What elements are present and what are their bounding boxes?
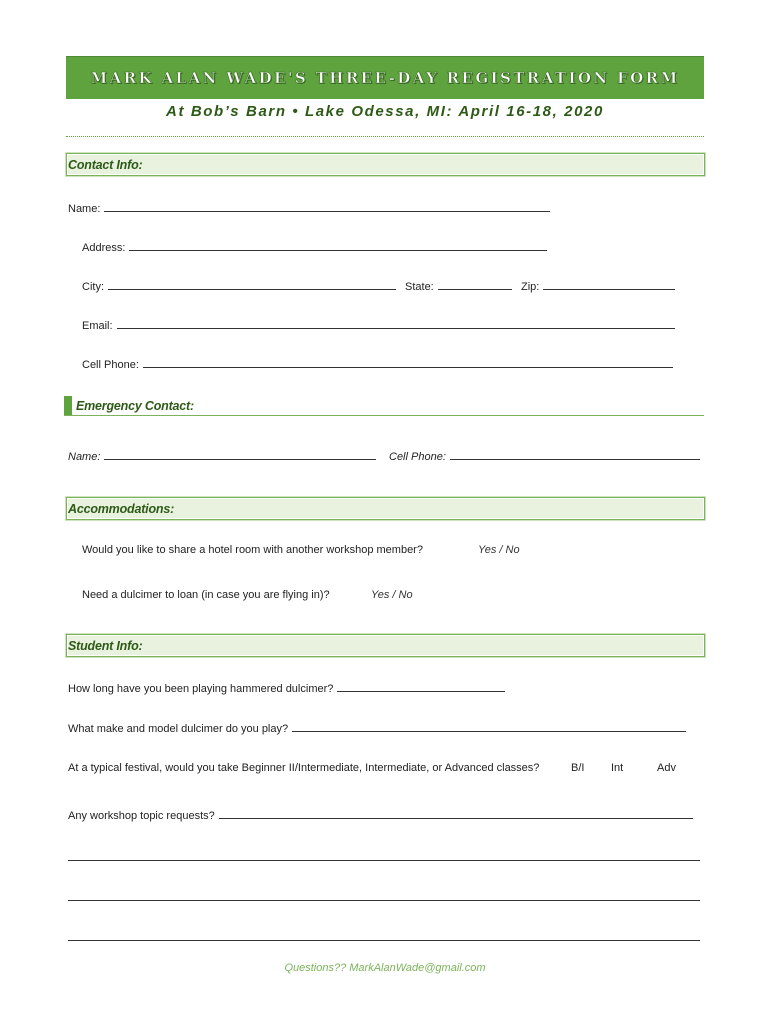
contact-name-row xyxy=(68,201,550,215)
section-emergency-contact xyxy=(64,396,704,416)
contact-state-label: State: xyxy=(405,281,434,293)
topic-requests-field-3[interactable] xyxy=(68,890,700,901)
topic-requests-row xyxy=(68,808,693,822)
contact-state-field[interactable] xyxy=(438,279,512,290)
section-accommodations xyxy=(66,497,705,520)
emergency-name-row xyxy=(68,449,376,463)
emergency-cell-row xyxy=(389,449,700,463)
emergency-name-field[interactable] xyxy=(104,449,376,460)
contact-email-label: Email: xyxy=(82,320,113,332)
loan-question: Need a dulcimer to loan (in case you are flying in)? xyxy=(82,589,330,601)
contact-address-field[interactable] xyxy=(129,240,547,251)
section-student-info xyxy=(66,634,705,657)
contact-zip-row xyxy=(521,279,675,293)
contact-city-label: City: xyxy=(82,281,104,293)
title-banner xyxy=(66,56,704,99)
contact-zip-field[interactable] xyxy=(543,279,675,290)
contact-email-field[interactable] xyxy=(117,318,675,329)
footer-questions-email[interactable]: Questions?? MarkAlanWade@gmail.com xyxy=(284,962,486,974)
form-title: MARK ALAN WADE'S THREE-DAY REGISTRATION FORM xyxy=(90,69,680,87)
topic-requests-field-2[interactable] xyxy=(68,850,700,861)
contact-city-row xyxy=(82,279,396,293)
section-contact-info xyxy=(66,153,705,176)
contact-zip-label: Zip: xyxy=(521,281,540,293)
hotel-question: Would you like to share a hotel room with another workshop member? xyxy=(82,544,423,556)
section-accent-bar xyxy=(64,396,72,415)
how-long-field[interactable] xyxy=(337,681,505,692)
contact-cell-label: Cell Phone: xyxy=(82,359,139,371)
topic-requests-line-3 xyxy=(68,890,700,904)
emergency-cell-field[interactable] xyxy=(450,449,700,460)
contact-cell-field[interactable] xyxy=(143,357,673,368)
topic-requests-field[interactable] xyxy=(219,808,693,819)
make-model-field[interactable] xyxy=(292,721,686,732)
contact-city-field[interactable] xyxy=(108,279,396,290)
hotel-yes-no[interactable]: Yes / No xyxy=(478,544,520,556)
topic-requests-field-4[interactable] xyxy=(68,930,700,941)
emergency-name-label: Name: xyxy=(68,451,101,463)
topic-requests-label: Any workshop topic requests? xyxy=(68,810,215,822)
contact-name-field[interactable] xyxy=(104,201,550,212)
class-option-adv[interactable]: Adv xyxy=(657,762,676,774)
section-heading-emergency: Emergency Contact: xyxy=(76,398,194,413)
topic-requests-line-4 xyxy=(68,930,700,944)
form-subtitle: At Bob’s Barn • Lake Odessa, MI: April 16-18, 2020 xyxy=(166,103,604,120)
classes-question: At a typical festival, would you take Beginner II/Intermediate, Intermediate, or Advanced classes? xyxy=(68,762,540,774)
contact-state-row xyxy=(405,279,512,293)
make-model-row xyxy=(68,721,686,735)
contact-name-label: Name: xyxy=(68,203,101,215)
topic-requests-line-2 xyxy=(68,850,700,864)
class-option-int[interactable]: Int xyxy=(611,762,624,774)
make-model-label: What make and model dulcimer do you play? xyxy=(68,723,289,735)
contact-address-row xyxy=(82,240,547,254)
section-heading-accommodations: Accommodations: xyxy=(68,501,175,516)
contact-email-row xyxy=(82,318,675,332)
contact-cell-row xyxy=(82,357,673,371)
class-option-bi[interactable]: B/I xyxy=(571,762,585,774)
how-long-row xyxy=(68,681,505,695)
how-long-label: How long have you been playing hammered dulcimer? xyxy=(68,683,334,695)
header-divider xyxy=(66,136,704,137)
section-heading-contact: Contact Info: xyxy=(68,157,143,172)
loan-yes-no[interactable]: Yes / No xyxy=(371,589,413,601)
section-heading-student: Student Info: xyxy=(68,638,143,653)
emergency-cell-label: Cell Phone: xyxy=(389,451,446,463)
contact-address-label: Address: xyxy=(82,242,126,254)
